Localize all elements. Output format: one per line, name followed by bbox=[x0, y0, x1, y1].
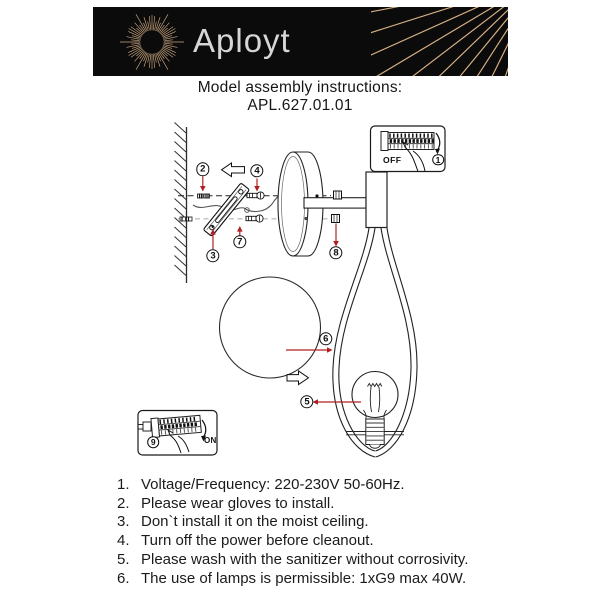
machine-screws bbox=[246, 192, 264, 222]
axis-dot bbox=[315, 194, 318, 197]
callout-1: 1 bbox=[432, 154, 444, 166]
callout-6: 6 bbox=[319, 332, 332, 345]
off-label: OFF bbox=[383, 155, 402, 165]
list-item bbox=[117, 570, 557, 589]
item-number: 6. bbox=[117, 569, 130, 587]
item-number: 5. bbox=[117, 550, 130, 568]
item-text: Don`t install it on the moist ceiling. bbox=[141, 513, 369, 531]
callout-9: 9 bbox=[148, 437, 160, 449]
list-item bbox=[117, 551, 557, 570]
list-item bbox=[117, 495, 557, 514]
page-title: Model assembly instructions: bbox=[197, 79, 403, 96]
item-text: Turn off the power before cleanout. bbox=[141, 532, 374, 550]
lamp-wall-plate bbox=[366, 172, 387, 228]
item-number: 4. bbox=[117, 532, 130, 550]
callout-8: 8 bbox=[329, 246, 342, 259]
callout-4: 4 bbox=[250, 164, 263, 177]
axis-dot bbox=[304, 217, 307, 220]
glass-shade-sphere bbox=[220, 277, 321, 378]
left-direction-arrow-icon bbox=[222, 163, 245, 177]
callout-2: 2 bbox=[196, 163, 209, 176]
item-text: Voltage/Frequency: 220-230V 50-60Hz. bbox=[141, 476, 405, 493]
model-number: APL.627.01.01 bbox=[247, 96, 353, 114]
list-item bbox=[117, 476, 557, 495]
brand-name: Aployt bbox=[193, 22, 291, 59]
item-number: 2. bbox=[117, 494, 130, 512]
on-label: ON bbox=[204, 436, 217, 445]
instructions-list bbox=[117, 476, 557, 588]
list-item bbox=[117, 532, 557, 551]
item-text: The use of lamps is permissible: 1xG9 max 40W. bbox=[141, 569, 467, 587]
callout-5: 5 bbox=[300, 395, 313, 408]
callout-3: 3 bbox=[206, 249, 219, 262]
mounting-bracket bbox=[203, 183, 249, 237]
wall bbox=[175, 123, 187, 284]
light-bulb bbox=[352, 372, 398, 449]
list-item bbox=[117, 513, 557, 532]
breaker-strip-icon bbox=[381, 132, 434, 151]
breaker-inset-on bbox=[138, 411, 217, 456]
callout-7: 7 bbox=[233, 235, 246, 248]
item-number: 1. bbox=[117, 476, 130, 493]
item-number: 3. bbox=[117, 513, 130, 531]
item-text: Please wear gloves to install. bbox=[141, 494, 335, 512]
item-text: Please wash with the sanitizer without corrosivity. bbox=[141, 550, 469, 568]
